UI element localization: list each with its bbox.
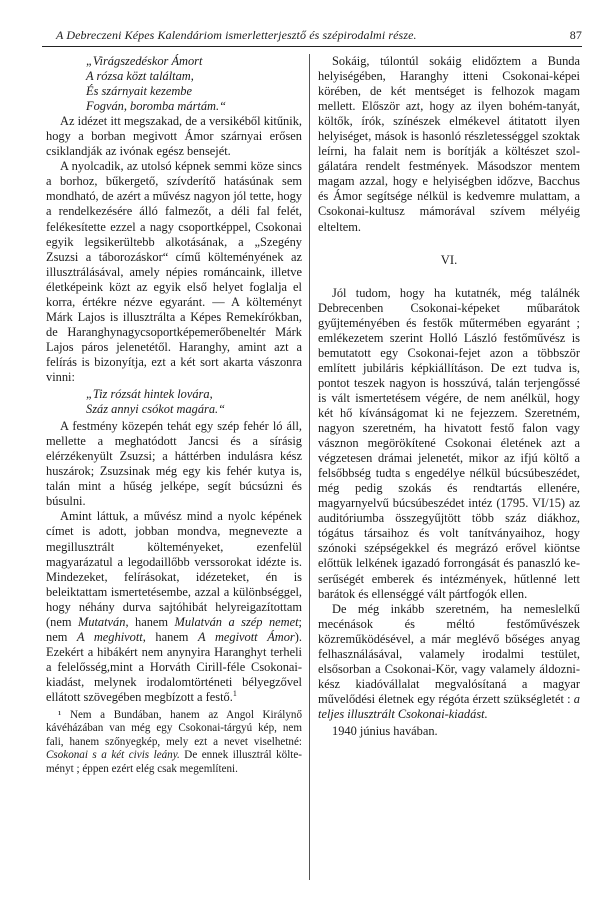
text-run: De ennek illusztrál költeményt ; éppen ezért elég csak megemlíteni. [46,749,302,775]
page-number: 87 [569,28,582,42]
poem-line: Fogván, boromba mártám.“ [86,99,226,114]
footnote [46,709,302,776]
poem-line: A rózsa közt találtam, [86,69,194,84]
text-run: , hanem [125,614,175,629]
paragraph [46,509,302,705]
poem-quote-1 [86,54,302,114]
italic-run: Mulatván a szép nemet [174,614,299,629]
poem-line: „Virágszedéskor Ámort [86,54,203,68]
footnote-ref: 1 [232,688,237,698]
poem-line: „Tiz rózsát hintek lovára, [86,387,213,402]
left-column [46,54,302,776]
italic-run: Csokonai s a két civis leány. [46,749,180,762]
italic-run: Mutatván [77,614,126,629]
paragraph: Az idézet itt megszakad, de a versikéből kitűnik, hogy a borban megivott Ámor szárnyai erősen csiklandják az ivónak egész bensejét. [46,114,302,159]
italic-run: A megivott Ámor [198,629,295,644]
date-line: 1940 június havában. [332,723,438,738]
footnote-mark: ¹ [58,709,62,722]
poem-line: És szárnyait kezembe [86,84,192,99]
running-header [42,28,582,47]
poem-quote-2 [86,387,302,417]
paragraph: A festmény közepén tehát egy szép fehér ló áll, mellette a meghatódott Jancsi és a sírásig elérzékenyült Zsuzsi; a háttérben indulásra kész huszárok; Zsuzsinak még egy kis fehér kutya is, talán mint a hűség jelképe, segít búcsúzni és búsulni. [46,419,302,509]
text-run: Nem a Bundában, hanem az Angol Királynő kávéházában van még egy Csokonai-tárgyú kép, nem fali, hanem szőnyegkép, mely ezt a nevet viselhetné: [46,709,302,748]
italic-run: A meghivott [76,629,143,644]
paragraph: A nyolcadik, az utolsó képnek semmi köze sincs a borhoz, bűkergető, szívderítő hatásúnak sem mondható, de azért a művész nagyon jól tette, hogy a rendelkezésére álló falmezőt, a déli fal felét, felékesítette ezzel a nagy csoportképpel, Csokonai egyik legsikerültebb alkotásának, a „Szegény Zsuzsi a táborozáskor“ című költeményének az illusztrálásával, amely népies románcaink, illetve életképeink közt az egyik első helyet foglalja el korra, értékre nézve egyaránt. — A költeményt Márk Lajos is illusztrálta a Képes Remekírókban, de Haranghynagycsoportképemerőbeneltér Márk Lajos páros jelenetétől. Haranghy, amint azt a felírás is bizonyítja, ezt a két sort akarta vászonra vinni: [46,159,302,384]
text-run: ; nem [46,614,302,644]
right-column [318,54,580,739]
poem-line: Száz annyi csókot magára.“ [86,402,226,417]
section-heading: VI. [440,252,458,267]
paragraph: Sokáig, túlontúl sokáig elidőztem a Bunda helyiségében, Haranghy itteni Csokonai-képei körében, de két mentséget is felhozok magam mellett. Először azt, hogy az ilyen bohém-tanyát, költők, írók, színészek elmékevel átitatott ilyen helyiséget, mások is hasonló részletességgel szoktak leírni, ha falait nem is borítják a költészet szolgálatára rendelt festmények. Másodszor mentem magam azzal, hogy e helyiségben időzve, Bacchus és Ámor segítsége nélkül is kedvemre mulattam, a Csokonai-kultusz mámorával szívem mélyéig elteltem. [318,54,580,234]
text-run: ). Ezekért a hibákért nem anynyira Haranghyt terheli a felelősség,mint a Horváth Cirill-féle Csokonai-kiadást, melynek irodalomtörténeti bélyegzővel ellátott szövegében megbízott a festő. [46,629,302,704]
italic-run: a teljes illusztrált Csokonai-kiadást. [318,691,580,721]
paragraph: Jól tudom, hogy ha kutatnék, még találnék Debrecenben Csokonai-képeket műbarátok gyűjteményében és festők műtermében egyaránt ; emlékezetem szerint Holló László festőművész is bemutatott egy Csokonai-fejet azon a többször említett jubiláris képkiállításon. De ezt tudva is, pontot teszek nagyon is hosszúvá, talán terjengőssé is vált ismertetésem végére, de nem anélkül, hogy két hő kívánságomat ki ne fejezzem. Szeretném, nagyon szeretném, ha hivatott festő falon vagy vásznon megörökítené Csokonai életének azt a végzetesen drámai jelenetét, mikor az ifjú költő a felsőbbség tudta s engedélye nélkül búcsúbeszédet, még pedig szokás és rendtartás ellenére, magyarnyelvű búcsúbeszédet intéz (1795. VI/15) az auditóriumba összegyűjtött több száz diákhoz, tógátus társaihoz és volt tanítványaihoz, hogy szónoki szépségekkel és megrázó erővel kiöntse előttük lelkének igazadó forrongását és panaszló keserűségét emberek és intézmények, hűtlenné lett barátok és ellenséggé vált pártfogók ellen. [318,285,580,601]
text-run: , hanem [142,629,199,644]
paragraph [318,602,580,722]
text-run: Amint láttuk, a művész mind a nyolc képének címet is adott, jobban mondva, megnevezte a megillusztrált költeményeket, ezenfelül magyarázatul a legodaillőbb verssorokat idézte is. Mindezeket, felírásokat, idézeteket, én is beleiktattam ismertetésembe, azzal a különbséggel, hogy néhány durva sajtóhibát helyreigazítottam (nem [46,509,302,629]
header-title: A Debreczeni Képes Kalendáriom ismerletterjesztő és szépirodalmi része. [56,28,417,42]
column-divider [309,54,310,880]
text-run: De még inkább szeretném, ha nemeslelkű mecénások és méltó festőművészek közreműködésével, a már meglévő bőséges anyag felhasználásával, valamely irodalmi testület, elsősorban a Csokonai-Kör, vagy valamely áldoznikész kiadóvállalat megvalósítaná a magyar művelődési életnek egy régóta érzett szükségletét : [318,601,580,706]
